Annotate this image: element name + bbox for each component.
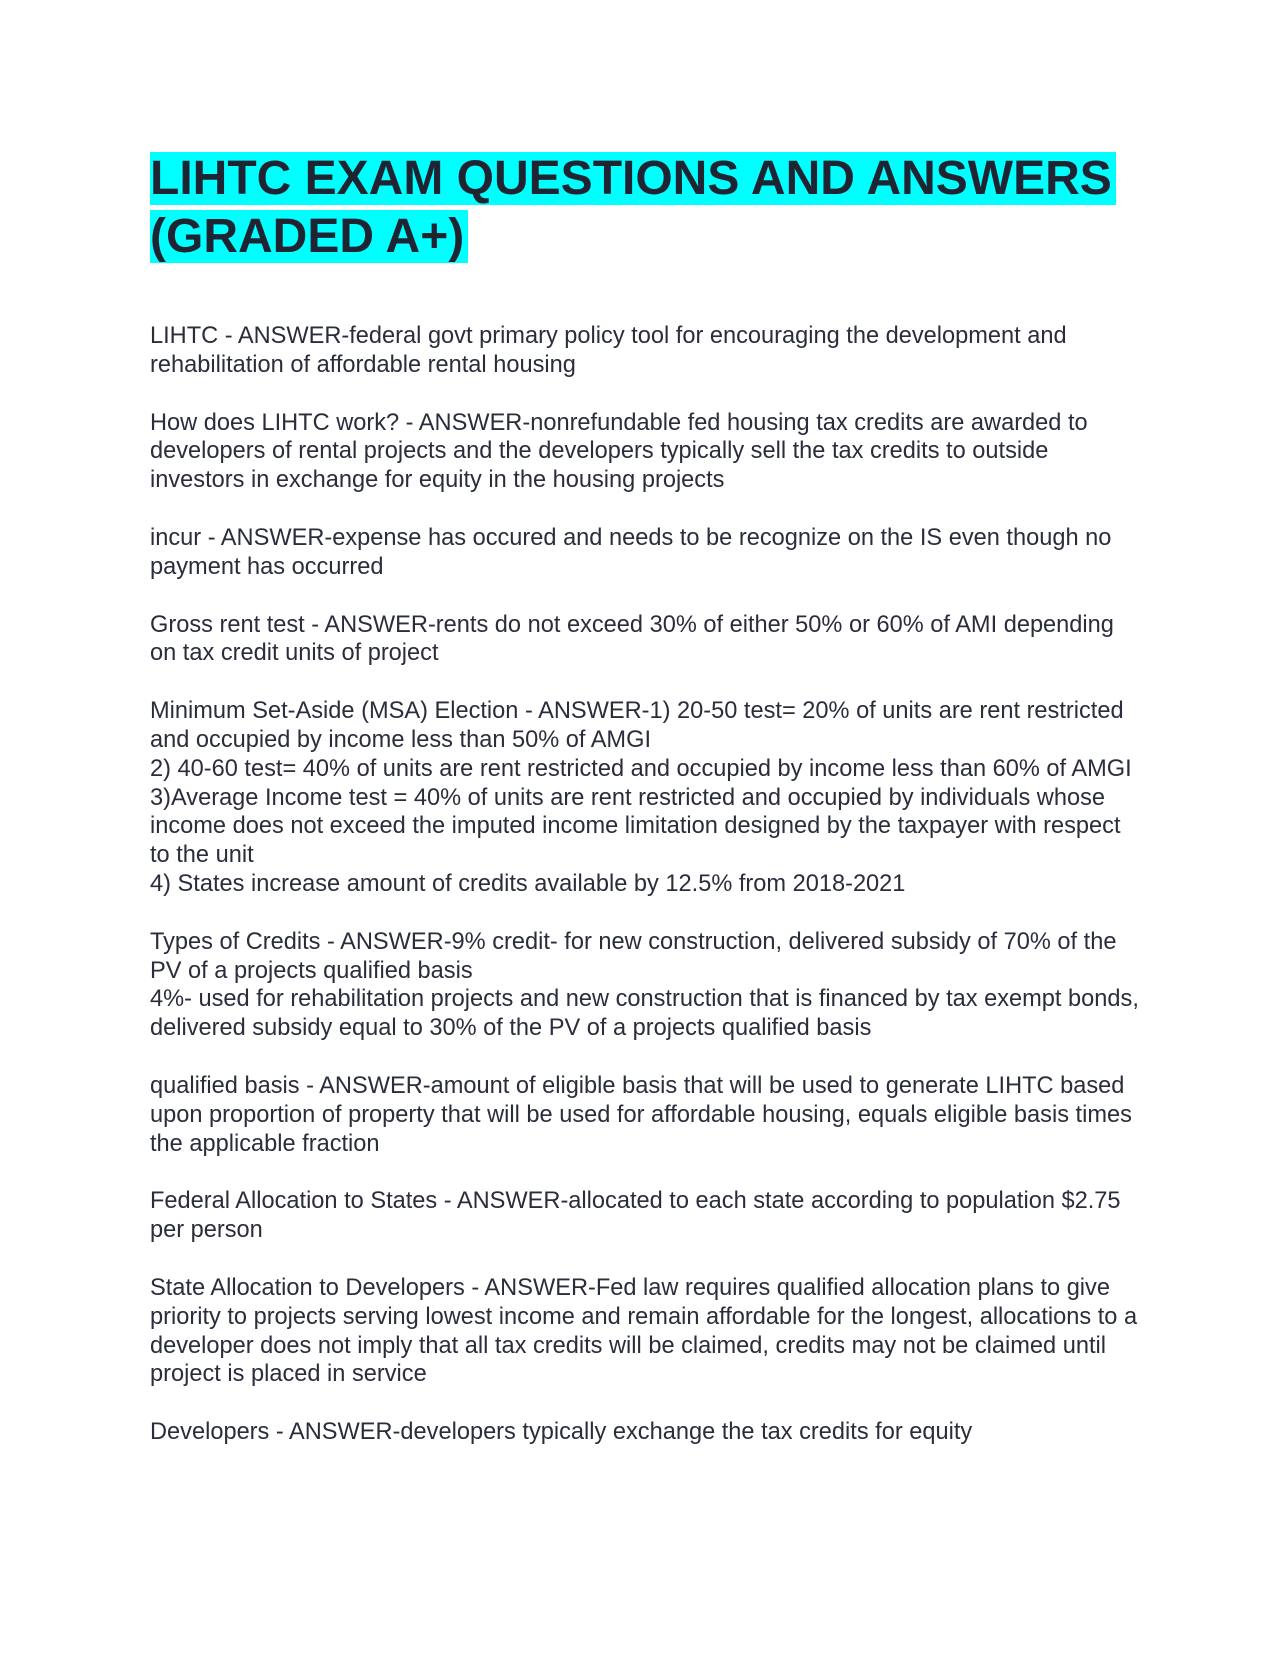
qa-entry-how-lihtc-works: How does LIHTC work? - ANSWER-nonrefundable fed housing tax credits are awarded to developers of rental projects and the developers typically sell the tax credits to outside investors in exchange for equity in the housing projects bbox=[150, 409, 1088, 494]
qa-entry-federal-allocation: Federal Allocation to States - ANSWER-allocated to each state according to population $2.75 per person bbox=[150, 1188, 1121, 1244]
qa-entry-developers: Developers - ANSWER-developers typically exchange the tax credits for equity bbox=[150, 1419, 973, 1446]
qa-entries bbox=[150, 322, 1140, 1447]
qa-entry-types-of-credits: Types of Credits - ANSWER-9% credit- for new construction, delivered subsidy of 70% of the PV of a projects qualified basis 4%- used for rehabilitation projects and new construction that is financed by tax exempt bonds, delivered subsidy equal to 30% of the PV of a projects qualified basis bbox=[150, 928, 1139, 1042]
title-highlight: LIHTC EXAM QUESTIONS AND ANSWERS (GRADED A+) bbox=[150, 152, 1116, 263]
qa-entry-lihtc: LIHTC - ANSWER-federal govt primary policy tool for encouraging the development and rehabilitation of affordable rental housing bbox=[150, 323, 1067, 378]
qa-entry-gross-rent-test: Gross rent test - ANSWER-rents do not exceed 30% of either 50% or 60% of AMI depending on tax credit units of project bbox=[150, 611, 1114, 667]
document-page bbox=[150, 150, 1140, 1476]
document-title bbox=[150, 150, 1140, 266]
qa-entry-minimum-set-aside: Minimum Set-Aside (MSA) Election - ANSWER-1) 20-50 test= 20% of units are rent restricted and occupied by income less than 50% of AMGI 2) 40-60 test= 40% of units are rent restricted and occupied by income less than 60% of AMGI 3)Average Income test = 40% of units are rent restricted and occupied by individuals whose income does not exceed the imputed income limitation designed by the taxpayer with respect to the unit 4) States increase amount of credits available by 12.5% from 2018-2021 bbox=[150, 698, 1132, 897]
qa-entry-qualified-basis: qualified basis - ANSWER-amount of eligible basis that will be used to generate LIHTC based upon proportion of property that will be used for affordable housing, equals eligible basis times the applicable fraction bbox=[150, 1072, 1132, 1157]
qa-entry-state-allocation: State Allocation to Developers - ANSWER-Fed law requires qualified allocation plans to give priority to projects serving lowest income and remain affordable for the longest, allocations to a developer does not imply that all tax credits will be claimed, credits may not be claimed until project is placed in service bbox=[150, 1274, 1138, 1388]
qa-entry-incur: incur - ANSWER-expense has occured and needs to be recognize on the IS even though no payment has occurred bbox=[150, 524, 1112, 580]
